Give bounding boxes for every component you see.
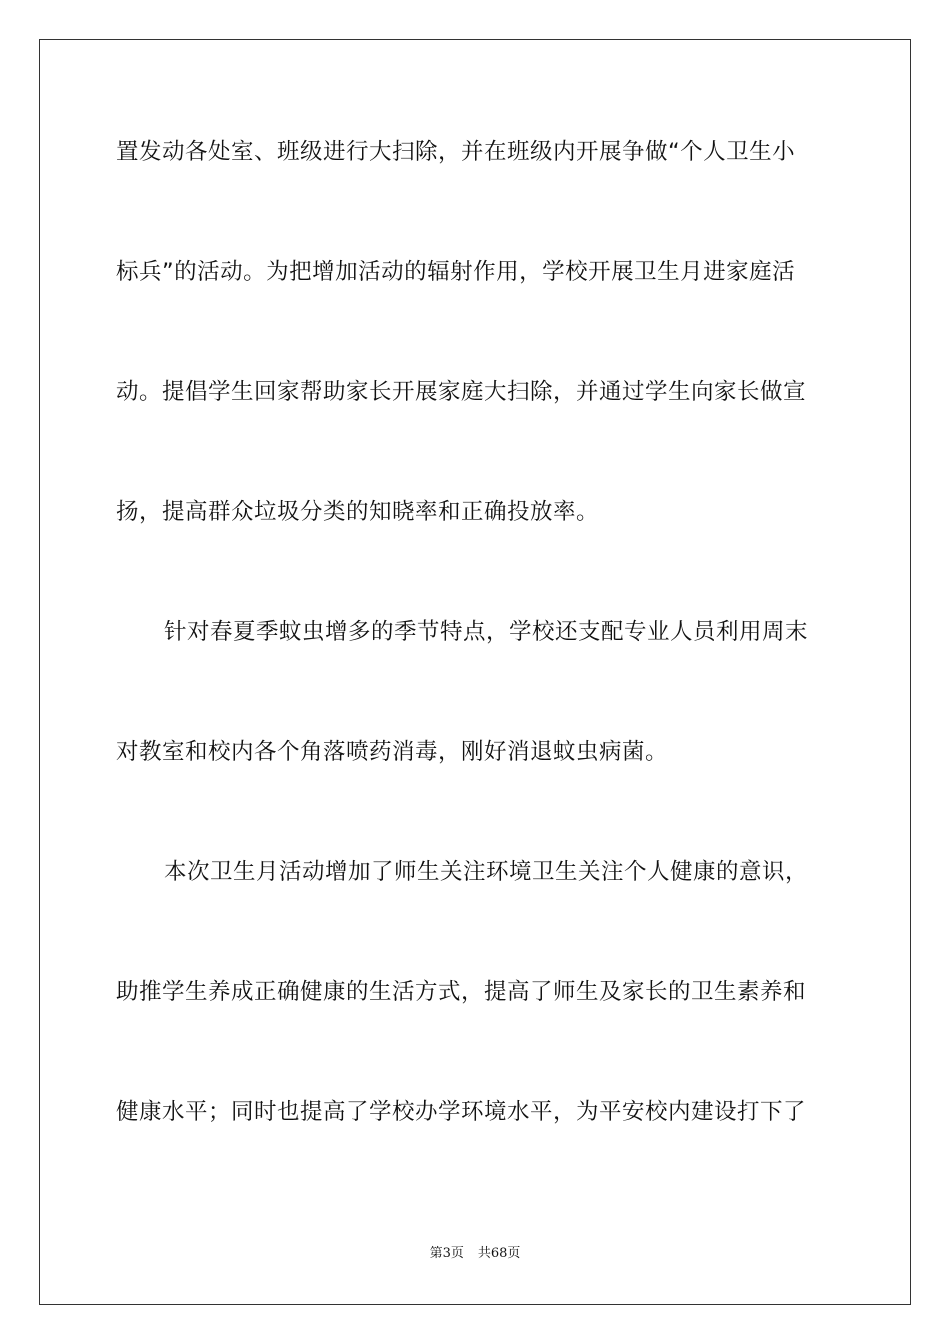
text-line: 动。提倡学生回家帮助家长开展家庭大扫除，并通过学生向家长做宣 [116,379,807,405]
paragraph-start-line: 针对春夏季蚊虫增多的季节特点，学校还支配专业人员利用周末 [164,619,809,645]
text-line: 对教室和校内各个角落喷药消毒，刚好消退蚊虫病菌。 [116,739,669,765]
page-footer [0,1244,950,1264]
page-number: 第3页 [429,1246,464,1261]
text-line: 健康水平；同时也提高了学校办学环境水平，为平安校内建设打下了 [116,1099,807,1125]
text-line: 扬，提高群众垃圾分类的知晓率和正确投放率。 [116,499,600,525]
text-line: 标兵”的活动。为把增加活动的辐射作用，学校开展卫生月进家庭活 [116,259,796,285]
text-line: 置发动各处室、班级进行大扫除，并在班级内开展争做“个人卫生小 [116,139,796,165]
page-total: 共68页 [477,1246,521,1261]
text-line: 助推学生养成正确健康的生活方式，提高了师生及家长的卫生素养和 [116,979,807,1005]
paragraph-start-line: 本次卫生月活动增加了师生关注环境卫生关注个人健康的意识， [164,859,809,885]
